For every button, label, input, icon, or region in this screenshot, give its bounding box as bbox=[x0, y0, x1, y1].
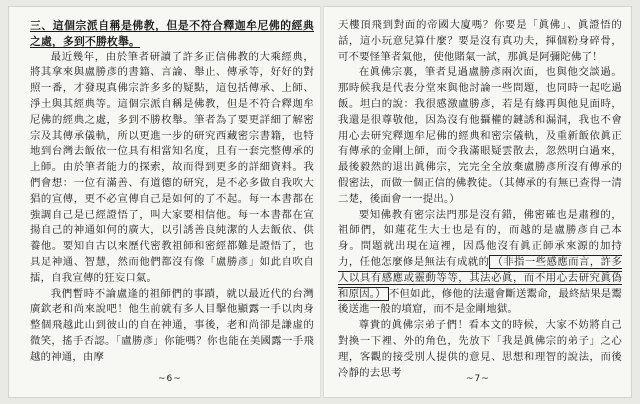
right-paragraph-3-lead: 要知佛教有密宗法門那是沒有錯，佛密確也是肅穆的，祖師們，如蓮花生大士也是有的，而越的是盧勝彥自己本身。問題就出現在這裡，因爲他沒有眞正師承來源的加持力，任他怎麼修是無法有成就的 bbox=[338, 208, 622, 268]
left-page bbox=[30, 18, 314, 390]
section-heading: 三、這個宗派自稱是佛教，但是不符合釋迦牟尼佛的經典之處，多到不勝枚舉。 bbox=[30, 19, 314, 48]
left-page-number: ~6~ bbox=[158, 374, 182, 384]
right-page bbox=[338, 18, 622, 390]
book-spread bbox=[8, 6, 632, 398]
boxed-note: （非指一些感應而言，許多人以具有感應或靈動等等，其法必眞，而不用心去研究眞偽和原因。） bbox=[338, 255, 622, 300]
right-page-number: ~7~ bbox=[466, 374, 490, 384]
right-paragraph-1: 天樓頂飛到對面的帝國大廈嗎？你要是「眞佛」、眞證悟的話，這小玩意兒算什麼？要是沒有真功夫，揮個粉身碎骨，可不要怪筆者氣他，使他賭氣一試，那眞是阿彌陀佛了！ bbox=[338, 19, 622, 63]
right-paragraph-3-tail: 不但如此，修他的法還會斷送鬻命，最終結果是鬻後送進一般的墳窟，而不是金剛地獄。 bbox=[338, 287, 622, 316]
left-paragraph-2: 我們暫時不論盧逢的祖師們的事蹟，就以最近代的台灣廣欽老和尚來說吧！他生前就有多人目擊他顯露一手以肉身整個飛越此山到彼山的自在神通，事後，老和尚卻是謙虛的微笑，搖手否認。「盧勝彥」你能嗎？你也能在美國露一手飛越的神通，由摩 bbox=[30, 287, 314, 363]
left-paragraph-1: 最近幾年，由於筆者研讀了許多正信佛教的大乘經典，將其拿來與盧勝彥的書籍、言論、舉止、傳承等，好好的對照一番，才發現真佛宗許多多的疑點，這包括傳承、上師、淨土與其經典等。這個宗派自稱是佛教，但是不符合釋迦牟尼佛的經典之處，多到不勝枚舉。筆者為了要更詳細了解密宗及其傳承儀軌，所以更進一步的研究西藏密宗書籍，也特地到台灣去飯依一位具有相當知名度，且有一套完整傳承的上師。由於筆者能力的探索，故而得到更多的詳細資料。我們會想：一位有滿善、有道德的研究，是不必多做自我吹大猖的宣傳，更不必宣傳自己是如何的了不起。每一本書都在強調自己是已經證悟了，叫大家要相信他。每一本書都在宣揚自己的神通如何的廣大，以引誘善良純潔的人去飯依、供養他。要知自古以來歷代密教祖師和密經都難是證悟了，也具足神通、智慧，然而他們都沒有像「盧勝彥」如此自吹自擂，自我宣傳的狂妄口氣。 bbox=[30, 50, 314, 284]
book-gutter bbox=[320, 6, 324, 398]
right-paragraph-3 bbox=[338, 208, 622, 319]
right-paragraph-2: 在眞佛宗裏，筆者見過盧勝彥兩次面，也與他交談過。那時候我是代表分堂來與他討論一些問題，也同時一起吃過飯。坦白的說：我很感激盧勝彥，若是有緣再與他見面時，我還是很尊敬他，因為沒有他攝權的鏈誘和漏洞，我也不會用心去研究釋迦牟尼佛的經典和密宗儀軌，及重新飯依眞正有傳承的金剛上師，而令我滿眼疑雲散去，忽然明白過來，最後毅然的退出眞佛宗，完完全全放棄盧勝彥所沒有傳承的假密法，而做一個正信的佛教徒。（其傳承的有無已查得一清二楚，後面會一一提出。） bbox=[338, 66, 622, 205]
right-paragraph-4: 尊貴的眞佛宗弟子們！看本文的時候，大家不妨將自己對換一下裡、外的角色，先放下「我是眞佛宗的弟子」之心理，客觀的接受別人提供的意見、思想和理智的說法，而後冷靜的去思考 bbox=[338, 319, 622, 379]
